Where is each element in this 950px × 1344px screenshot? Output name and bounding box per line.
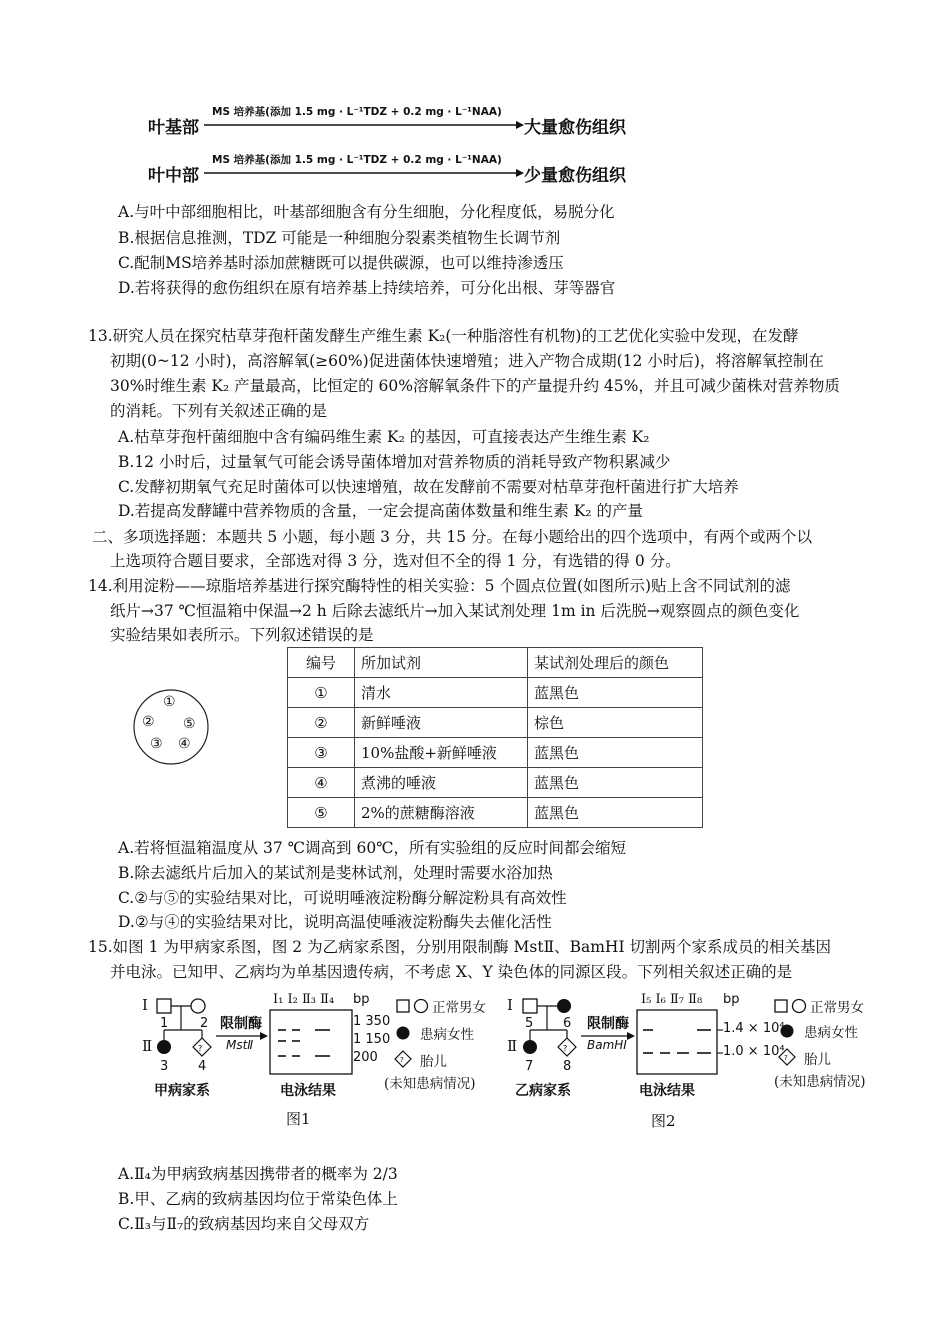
fig2-legend-unknown: (未知患病情况) <box>774 1074 866 1090</box>
table-row <box>288 678 703 708</box>
table-header: 所加试剂 <box>355 648 528 678</box>
dish-spot-1: ① <box>163 694 176 710</box>
fig2-size-1: 1.4 × 10⁴ <box>723 1021 785 1036</box>
petri-dish <box>132 688 210 766</box>
fig2-gel-caption: 电泳结果 <box>639 1083 695 1099</box>
fig2-caption: 图2 <box>651 1112 676 1130</box>
table-header-row <box>288 648 703 678</box>
fig1-legend-unknown: (未知患病情况) <box>384 1076 476 1092</box>
q13-stem-line4: 的消耗。下列有关叙述正确的是 <box>110 402 328 420</box>
flow-diagram <box>148 104 628 184</box>
fig2-enzyme-name: BamHⅠ <box>587 1038 627 1052</box>
table-header: 编号 <box>288 648 355 678</box>
q13-option-c: C.发酵初期氧气充足时菌体可以快速增殖，故在发酵前不需要对枯草芽孢杆菌进行扩大培养 <box>118 478 739 496</box>
flow-result-1: 大量愈伤组织 <box>524 118 626 138</box>
fig1-lane-labels: Ⅰ₁ Ⅰ₂ Ⅱ₃ Ⅱ₄ <box>273 992 335 1007</box>
flow-label-2: MS 培养基(添加 1.5 mg · L⁻¹TDZ + 0.2 mg · L⁻¹NAA) <box>212 154 502 166</box>
table-cell: ② <box>288 708 355 738</box>
fig1-gen1-label: Ⅰ <box>142 996 148 1014</box>
table-cell: ④ <box>288 768 355 798</box>
q14-results-table <box>287 647 703 828</box>
q14-stem-line3: 实验结果如表所示。下列叙述错误的是 <box>110 626 374 644</box>
q14-stem-line2: 纸片→37 ℃恒温箱中保温→2 h 后除去滤纸片→加入某试剂处理 1m in 后洗脱→观察圆点的颜色变化 <box>110 602 800 620</box>
flow-arrow-2 <box>204 169 524 177</box>
q13-stem-line3: 30%时维生素 K₂ 产量最高，比恒定的 60%溶解氧条件下的产量提升约 45%，并且可减少菌株对营养物质 <box>110 377 840 395</box>
fig1-id-2: 2 <box>200 1016 209 1031</box>
table-cell: 新鲜唾液 <box>355 708 528 738</box>
fig2-id-5: 5 <box>525 1016 534 1031</box>
q14-option-c: C.②与⑤的实验结果对比，可说明唾液淀粉酶分解淀粉具有高效性 <box>118 889 567 907</box>
section2-note: 上选项符合题目要求，全部选对得 3 分，选对但不全的得 1 分，有选错的得 0 分。 <box>110 552 681 570</box>
q12-option-c: C.配制MS培养基时添加蔗糖既可以提供碳源，也可以维持渗透压 <box>118 254 564 272</box>
table-cell: 10%盐酸+新鲜唾液 <box>355 738 528 768</box>
table-cell: 蓝黑色 <box>528 738 703 768</box>
dish-spot-4: ④ <box>178 736 191 752</box>
fig2-legend-normal: 正常男女 <box>810 1000 864 1016</box>
q15-option-a: A.Ⅱ₄为甲病致病基因携带者的概率为 2/3 <box>118 1165 398 1183</box>
fig2-bp-unit: bp <box>723 992 740 1007</box>
fig1-size-3: 200 <box>353 1050 378 1065</box>
q15-stem-line2: 并电泳。已知甲、乙病均为单基因遗传病，不考虑 X、Y 染色体的同源区段。下列相关叙述正确的是 <box>110 963 793 981</box>
table-cell: 清水 <box>355 678 528 708</box>
flow-result-2: 少量愈伤组织 <box>524 166 626 186</box>
q13-option-d: D.若提高发酵罐中营养物质的含量，一定会提高菌体数量和维生素 K₂ 的产量 <box>118 502 643 520</box>
fig2-lane-labels: Ⅰ₅ Ⅰ₆ Ⅱ₇ Ⅱ₈ <box>641 992 703 1007</box>
flow-source-2: 叶中部 <box>148 166 199 186</box>
fig1-id-3: 3 <box>160 1059 169 1074</box>
fig1-enzyme-name: MstⅡ <box>226 1038 254 1052</box>
svg-text:?: ? <box>400 1056 404 1064</box>
table-cell: 2%的蔗糖酶溶液 <box>355 798 528 828</box>
fig1-family-caption: 甲病家系 <box>154 1083 210 1099</box>
q13-option-b: B.12 小时后，过量氧气可能会诱导菌体增加对营养物质的消耗导致产物积累减少 <box>118 453 671 471</box>
table-row <box>288 798 703 828</box>
fig1-legend-fetus: 胎儿 <box>420 1054 447 1070</box>
table-cell: ① <box>288 678 355 708</box>
q15-stem-line1: 15.如图 1 为甲病家系图，图 2 为乙病家系图，分别用限制酶 MstⅡ、BamHⅠ 切割两个家系成员的相关基因 <box>88 938 831 956</box>
fig1-id-1: 1 <box>160 1016 169 1031</box>
q14-option-a: A.若将恒温箱温度从 37 ℃调高到 60℃，所有实验组的反应时间都会缩短 <box>118 839 627 857</box>
table-row <box>288 738 703 768</box>
table-cell: ⑤ <box>288 798 355 828</box>
flow-source-1: 叶基部 <box>148 118 199 138</box>
fig2-id-6: 6 <box>563 1016 572 1031</box>
fig1-id-4: 4 <box>198 1059 207 1074</box>
q14-option-d: D.②与④的实验结果对比，说明高温使唾液淀粉酶失去催化活性 <box>118 913 552 931</box>
q14-option-b: B.除去滤纸片后加入的某试剂是斐林试剂，处理时需要水浴加热 <box>118 864 553 882</box>
fig1-legend-affected-female: 患病女性 <box>420 1027 474 1043</box>
table-row <box>288 768 703 798</box>
table-header: 某试剂处理后的颜色 <box>528 648 703 678</box>
q13-stem-line2: 初期(0~12 小时)，高溶解氧(≥60%)促进菌体快速增殖；进入产物合成期(12 小时后)，将溶解氧控制在 <box>110 352 824 370</box>
svg-text:?: ? <box>784 1054 788 1062</box>
fig2-family-caption: 乙病家系 <box>515 1083 571 1099</box>
fig2-gen1-label: Ⅰ <box>507 996 513 1014</box>
q15-option-c: C.Ⅱ₃与Ⅱ₇的致病基因均来自父母双方 <box>118 1215 370 1233</box>
fig1-gel-caption: 电泳结果 <box>280 1083 336 1099</box>
q12-option-d: D.若将获得的愈伤组织在原有培养基上持续培养，可分化出根、芽等器官 <box>118 279 616 297</box>
svg-text:?: ? <box>563 1044 568 1053</box>
q13-option-a: A.枯草芽孢杆菌细胞中含有编码维生素 K₂ 的基因，可直接表达产生维生素 K₂ <box>118 428 650 446</box>
table-cell: 蓝黑色 <box>528 678 703 708</box>
fig1-enzyme-label: 限制酶 <box>220 1016 262 1032</box>
fig2-legend-affected-female: 患病女性 <box>804 1025 858 1041</box>
fig2-size-2: 1.0 × 10⁴ <box>723 1044 785 1059</box>
flow-arrow-1 <box>204 121 524 129</box>
table-cell: ③ <box>288 738 355 768</box>
q13-stem-line1: 13.研究人员在探究枯草芽孢杆菌发酵生产维生素 K₂(一种脂溶性有机物)的工艺优化实验中发现，在发酵 <box>88 327 799 345</box>
fig1-caption: 图1 <box>286 1110 311 1128</box>
table-cell: 蓝黑色 <box>528 798 703 828</box>
table-cell: 煮沸的唾液 <box>355 768 528 798</box>
dish-spot-3: ③ <box>150 736 163 752</box>
q14-stem-line1: 14.利用淀粉——琼脂培养基进行探究酶特性的相关实验：5 个圆点位置(如图所示)贴上含不同试剂的滤 <box>88 577 791 595</box>
figure-2 <box>505 992 900 1132</box>
fig1-size-1: 1 350 <box>353 1014 391 1029</box>
fig2-legend-fetus: 胎儿 <box>804 1052 831 1068</box>
fig1-bp-unit: bp <box>353 992 370 1007</box>
dish-spot-5: ⑤ <box>183 716 196 732</box>
flow-label-1: MS 培养基(添加 1.5 mg · L⁻¹TDZ + 0.2 mg · L⁻¹NAA) <box>212 106 502 118</box>
fig1-gen2-label: Ⅱ <box>142 1037 153 1055</box>
fig2-id-7: 7 <box>525 1059 534 1074</box>
figure-1 <box>140 992 510 1132</box>
section2-heading: 二、多项选择题：本题共 5 小题，每小题 3 分，共 15 分。在每小题给出的四个选项中，有两个或两个以 <box>92 528 813 546</box>
fig2-id-8: 8 <box>563 1059 572 1074</box>
q15-option-b: B.甲、乙病的致病基因均位于常染色体上 <box>118 1190 398 1208</box>
dish-spot-2: ② <box>142 714 155 730</box>
table-row <box>288 708 703 738</box>
q12-option-b: B.根据信息推测，TDZ 可能是一种细胞分裂素类植物生长调节剂 <box>118 229 561 247</box>
fig1-legend-normal: 正常男女 <box>432 1000 486 1016</box>
fig2-gen2-label: Ⅱ <box>507 1037 518 1055</box>
table-cell: 棕色 <box>528 708 703 738</box>
svg-text:?: ? <box>198 1044 203 1053</box>
q12-option-a: A.与叶中部细胞相比，叶基部细胞含有分生细胞，分化程度低，易脱分化 <box>118 203 615 221</box>
fig1-size-2: 1 150 <box>353 1032 391 1047</box>
table-cell: 蓝黑色 <box>528 768 703 798</box>
fig2-enzyme-label: 限制酶 <box>587 1016 629 1032</box>
